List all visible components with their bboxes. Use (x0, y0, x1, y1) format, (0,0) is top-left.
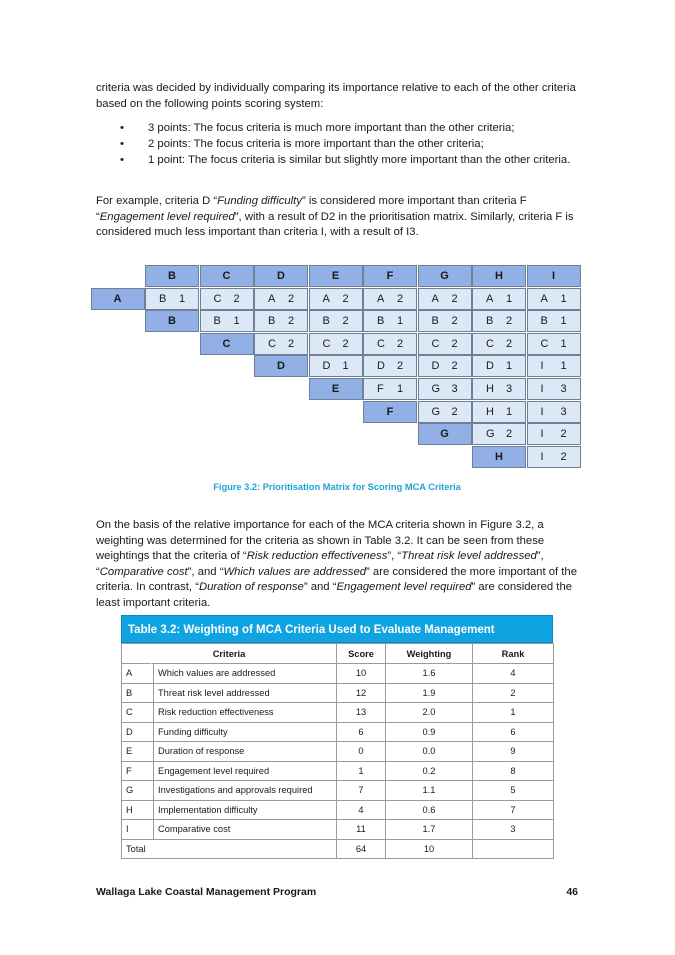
matrix-cell-score: 2 (506, 337, 513, 350)
matrix-cell-letter: B (213, 315, 221, 328)
matrix-cell-letter: I (540, 450, 544, 463)
matrix-cell (527, 333, 581, 355)
matrix-cell-score: 3 (451, 383, 458, 395)
rank-cell: 1 (473, 703, 554, 723)
criteria-code: G (122, 781, 154, 801)
matrix-cell (472, 310, 526, 332)
matrix-cell-score: 1 (397, 383, 404, 395)
matrix-cell-score: 2 (506, 315, 513, 328)
weighting-cell: 0.2 (386, 761, 473, 781)
matrix-cell (254, 333, 308, 355)
matrix-cell (363, 378, 417, 400)
bullet-icon: • (120, 122, 124, 134)
matrix-row-header: A (91, 288, 145, 310)
total-score: 64 (337, 839, 386, 859)
total-weighting: 10 (386, 839, 473, 859)
bullet-icon: • (120, 154, 124, 166)
footer-title: Wallaga Lake Coastal Management Program (96, 886, 317, 898)
matrix-cell-letter: H (486, 383, 494, 395)
matrix-cell-letter: D (431, 360, 440, 373)
criteria-name: Risk reduction effectiveness (154, 703, 337, 723)
matrix-cell-score: 3 (560, 383, 567, 395)
intro-paragraph: criteria was decided by individually comparing its importance relative to each of the other criteria based on the following points scoring system: (96, 82, 576, 110)
criteria-name: Duration of response (154, 742, 337, 762)
criteria-code: E (122, 742, 154, 762)
criteria-code: C (122, 703, 154, 723)
criteria-name: Threat risk level addressed (154, 683, 337, 703)
matrix-cell-letter: B (159, 292, 167, 305)
matrix-cell-letter: G (431, 383, 441, 395)
matrix-row-header: E (309, 378, 363, 400)
weighting-cell: 2.0 (386, 703, 473, 723)
matrix-cell (145, 288, 199, 310)
matrix-column-header: F (363, 265, 417, 287)
criteria-code: F (122, 761, 154, 781)
header-weighting: Weighting (386, 644, 473, 664)
matrix-cell-letter: H (486, 405, 494, 418)
total-label: Total (122, 839, 337, 859)
rank-cell: 4 (473, 664, 554, 684)
matrix-cell-letter: B (268, 315, 276, 328)
matrix-cell-letter: C (322, 337, 331, 350)
matrix-cell-letter: I (540, 383, 544, 395)
matrix-cell-letter: C (268, 337, 276, 350)
rank-cell: 2 (473, 683, 554, 703)
matrix-cell-score: 1 (560, 337, 567, 350)
matrix-cell (527, 288, 581, 310)
points-list (118, 120, 588, 168)
criteria-code: H (122, 800, 154, 820)
score-cell: 11 (337, 820, 386, 840)
matrix-cell-letter: A (486, 292, 494, 305)
matrix-cell (527, 355, 581, 377)
matrix-cell-score: 2 (451, 405, 458, 418)
matrix-cell (363, 310, 417, 332)
matrix-cell-score: 2 (506, 428, 513, 441)
score-cell: 12 (337, 683, 386, 703)
matrix-cell (254, 310, 308, 332)
header-rank: Rank (473, 644, 554, 664)
matrix-cell-score: 2 (397, 360, 404, 373)
bullet-icon: • (120, 138, 124, 150)
matrix-cell (200, 288, 254, 310)
matrix-cell-score: 2 (451, 337, 458, 350)
matrix-cell (472, 423, 526, 445)
matrix-cell-score: 2 (288, 292, 295, 305)
matrix-cell (418, 378, 472, 400)
total-row (122, 839, 554, 859)
matrix-cell-score: 2 (397, 292, 404, 305)
matrix-cell-letter: A (322, 292, 330, 305)
weighting-grid (121, 643, 554, 859)
matrix-cell (363, 355, 417, 377)
matrix-cell-score: 2 (451, 360, 458, 373)
matrix-cell-score: 2 (288, 315, 295, 328)
matrix-cell-score: 2 (397, 337, 404, 350)
matrix-cell (527, 423, 581, 445)
matrix-row-header: G (418, 423, 472, 445)
rank-cell: 9 (473, 742, 554, 762)
matrix-cell-letter: G (431, 405, 441, 418)
matrix-cell-letter: D (486, 360, 494, 373)
weighting-cell: 1.9 (386, 683, 473, 703)
table-row (122, 742, 554, 762)
matrix-cell-letter: A (268, 292, 276, 305)
matrix-cell-score: 2 (342, 337, 349, 350)
matrix-cell (418, 288, 472, 310)
criteria-name: Comparative cost (154, 820, 337, 840)
matrix-cell-letter: G (486, 428, 495, 441)
matrix-cell-letter: D (377, 360, 385, 373)
matrix-cell-letter: C (486, 337, 494, 350)
criteria-name: Investigations and approvals required (154, 781, 337, 801)
matrix-cell-letter: I (540, 360, 544, 373)
matrix-cell (527, 446, 581, 468)
matrix-cell-score: 2 (288, 337, 295, 350)
table-row (122, 722, 554, 742)
matrix-cell (309, 310, 363, 332)
matrix-cell-score: 2 (560, 428, 567, 441)
matrix-cell (527, 378, 581, 400)
table-row (122, 761, 554, 781)
basis-paragraph: On the basis of the relative importance for each of the MCA criteria shown in Figure 3.2, a weighting was determined for the criteria as shown in Table 3.2. It can be seen from these weightings that the criteria of “Risk reduction effectiveness”, “Threat risk level addressed”, “Comparative cost”, and “Which values are addressed” are considered the more important of the criteria. In contrast, “Duration of response” and “Engagement level required” are considered the least important criteria. (96, 519, 577, 609)
matrix-row-header: F (363, 401, 417, 423)
matrix-column-header: I (527, 265, 581, 287)
weighting-cell: 1.7 (386, 820, 473, 840)
matrix-cell-score: 2 (560, 450, 567, 463)
weighting-cell: 0.6 (386, 800, 473, 820)
table-row (122, 820, 554, 840)
matrix-cell (254, 288, 308, 310)
list-item: • 3 points: The focus criteria is much more important than the other criteria; (120, 122, 515, 134)
total-rank (473, 839, 554, 859)
matrix-cell-letter: A (377, 292, 385, 305)
matrix-cell (363, 288, 417, 310)
score-cell: 6 (337, 722, 386, 742)
matrix-cell-score: 1 (560, 292, 567, 305)
matrix-row-header: B (145, 310, 199, 332)
table-row (122, 703, 554, 723)
matrix-cell-letter: B (377, 315, 385, 328)
matrix-cell (472, 333, 526, 355)
matrix-column-header: E (309, 265, 363, 287)
score-cell: 10 (337, 664, 386, 684)
criteria-code: D (122, 722, 154, 742)
criteria-code: I (122, 820, 154, 840)
matrix-cell (309, 288, 363, 310)
score-cell: 1 (337, 761, 386, 781)
matrix-cell (418, 310, 472, 332)
matrix-cell-score: 2 (342, 292, 349, 305)
matrix-cell (200, 310, 254, 332)
matrix-cell-letter: B (486, 315, 494, 328)
matrix-cell-score: 2 (233, 292, 240, 305)
rank-cell: 8 (473, 761, 554, 781)
matrix-row-header: H (472, 446, 526, 468)
criteria-name: Implementation difficulty (154, 800, 337, 820)
matrix-cell (418, 401, 472, 423)
example-paragraph: For example, criteria D “Funding difficulty” is considered more important than criteria F “Engagement level required”, with a result of D2 in the prioritisation matrix. Similarly, criteria F is considered much less important than criteria I, with a result of I3. (96, 195, 574, 238)
matrix-cell-score: 1 (342, 360, 349, 373)
table-row (122, 683, 554, 703)
table-row (122, 781, 554, 801)
matrix-column-header: B (145, 265, 199, 287)
matrix-cell-score: 1 (506, 360, 513, 373)
matrix-cell-letter: D (322, 360, 331, 373)
rank-cell: 5 (473, 781, 554, 801)
matrix-cell (363, 333, 417, 355)
matrix-cell-letter: I (540, 405, 544, 418)
matrix-column-header: D (254, 265, 308, 287)
matrix-row-header: C (200, 333, 254, 355)
rank-cell: 6 (473, 722, 554, 742)
score-cell: 13 (337, 703, 386, 723)
matrix-cell (472, 378, 526, 400)
page-number: 46 (566, 886, 578, 898)
matrix-cell (472, 401, 526, 423)
weighting-cell: 1.6 (386, 664, 473, 684)
matrix-cell (527, 310, 581, 332)
rank-cell: 7 (473, 800, 554, 820)
matrix-cell-letter: B (431, 315, 439, 328)
score-cell: 7 (337, 781, 386, 801)
weighting-cell: 0.9 (386, 722, 473, 742)
matrix-cell-letter: B (322, 315, 330, 328)
matrix-cell (418, 333, 472, 355)
criteria-code: A (122, 664, 154, 684)
weighting-cell: 0.0 (386, 742, 473, 762)
criteria-name: Which values are addressed (154, 664, 337, 684)
matrix-column-header: H (472, 265, 526, 287)
list-item: • 1 point: The focus criteria is similar but slightly more important than the other criteria. (120, 154, 571, 166)
matrix-cell (418, 355, 472, 377)
matrix-cell-letter: B (540, 315, 548, 328)
matrix-cell-score: 2 (342, 315, 349, 328)
score-cell: 0 (337, 742, 386, 762)
matrix-cell (309, 333, 363, 355)
matrix-row-header: D (254, 355, 308, 377)
matrix-cell-score: 3 (506, 383, 513, 395)
list-item: • 2 points: The focus criteria is more important than the other criteria; (120, 138, 484, 150)
weighting-table (121, 615, 553, 859)
figure-caption: Figure 3.2: Prioritisation Matrix for Scoring MCA Criteria (213, 482, 461, 492)
matrix-cell-score: 1 (506, 292, 513, 305)
matrix-cell-letter: C (540, 337, 549, 350)
matrix-cell-letter: C (213, 292, 222, 305)
criteria-code: B (122, 683, 154, 703)
matrix-cell-score: 2 (451, 292, 458, 305)
weighting-cell: 1.1 (386, 781, 473, 801)
matrix-cell (472, 355, 526, 377)
criteria-name: Engagement level required (154, 761, 337, 781)
table-row (122, 800, 554, 820)
matrix-cell (527, 401, 581, 423)
matrix-cell-letter: C (431, 337, 440, 350)
matrix-cell (309, 355, 363, 377)
table-title: Table 3.2: Weighting of MCA Criteria Used to Evaluate Management Responses (121, 615, 553, 643)
matrix-cell-score: 2 (451, 315, 458, 328)
matrix-cell-letter: A (540, 292, 548, 305)
header-criteria: Criteria (122, 644, 337, 664)
matrix-cell-score: 1 (560, 315, 567, 328)
matrix-cell-score: 1 (560, 360, 567, 373)
matrix-cell-score: 1 (179, 292, 186, 305)
matrix-cell-score: 1 (506, 405, 513, 418)
header-score: Score (337, 644, 386, 664)
matrix-cell-letter: C (377, 337, 385, 350)
matrix-cell (472, 288, 526, 310)
matrix-column-header: C (200, 265, 254, 287)
matrix-cell-letter: I (540, 428, 544, 441)
matrix-column-header: G (418, 265, 472, 287)
matrix-cell-score: 1 (233, 315, 240, 328)
rank-cell: 3 (473, 820, 554, 840)
matrix-cell-score: 3 (560, 405, 567, 418)
matrix-cell-score: 1 (397, 315, 404, 328)
matrix-cell-letter: A (431, 292, 439, 305)
matrix-cell-letter: F (377, 383, 384, 395)
score-cell: 4 (337, 800, 386, 820)
criteria-name: Funding difficulty (154, 722, 337, 742)
